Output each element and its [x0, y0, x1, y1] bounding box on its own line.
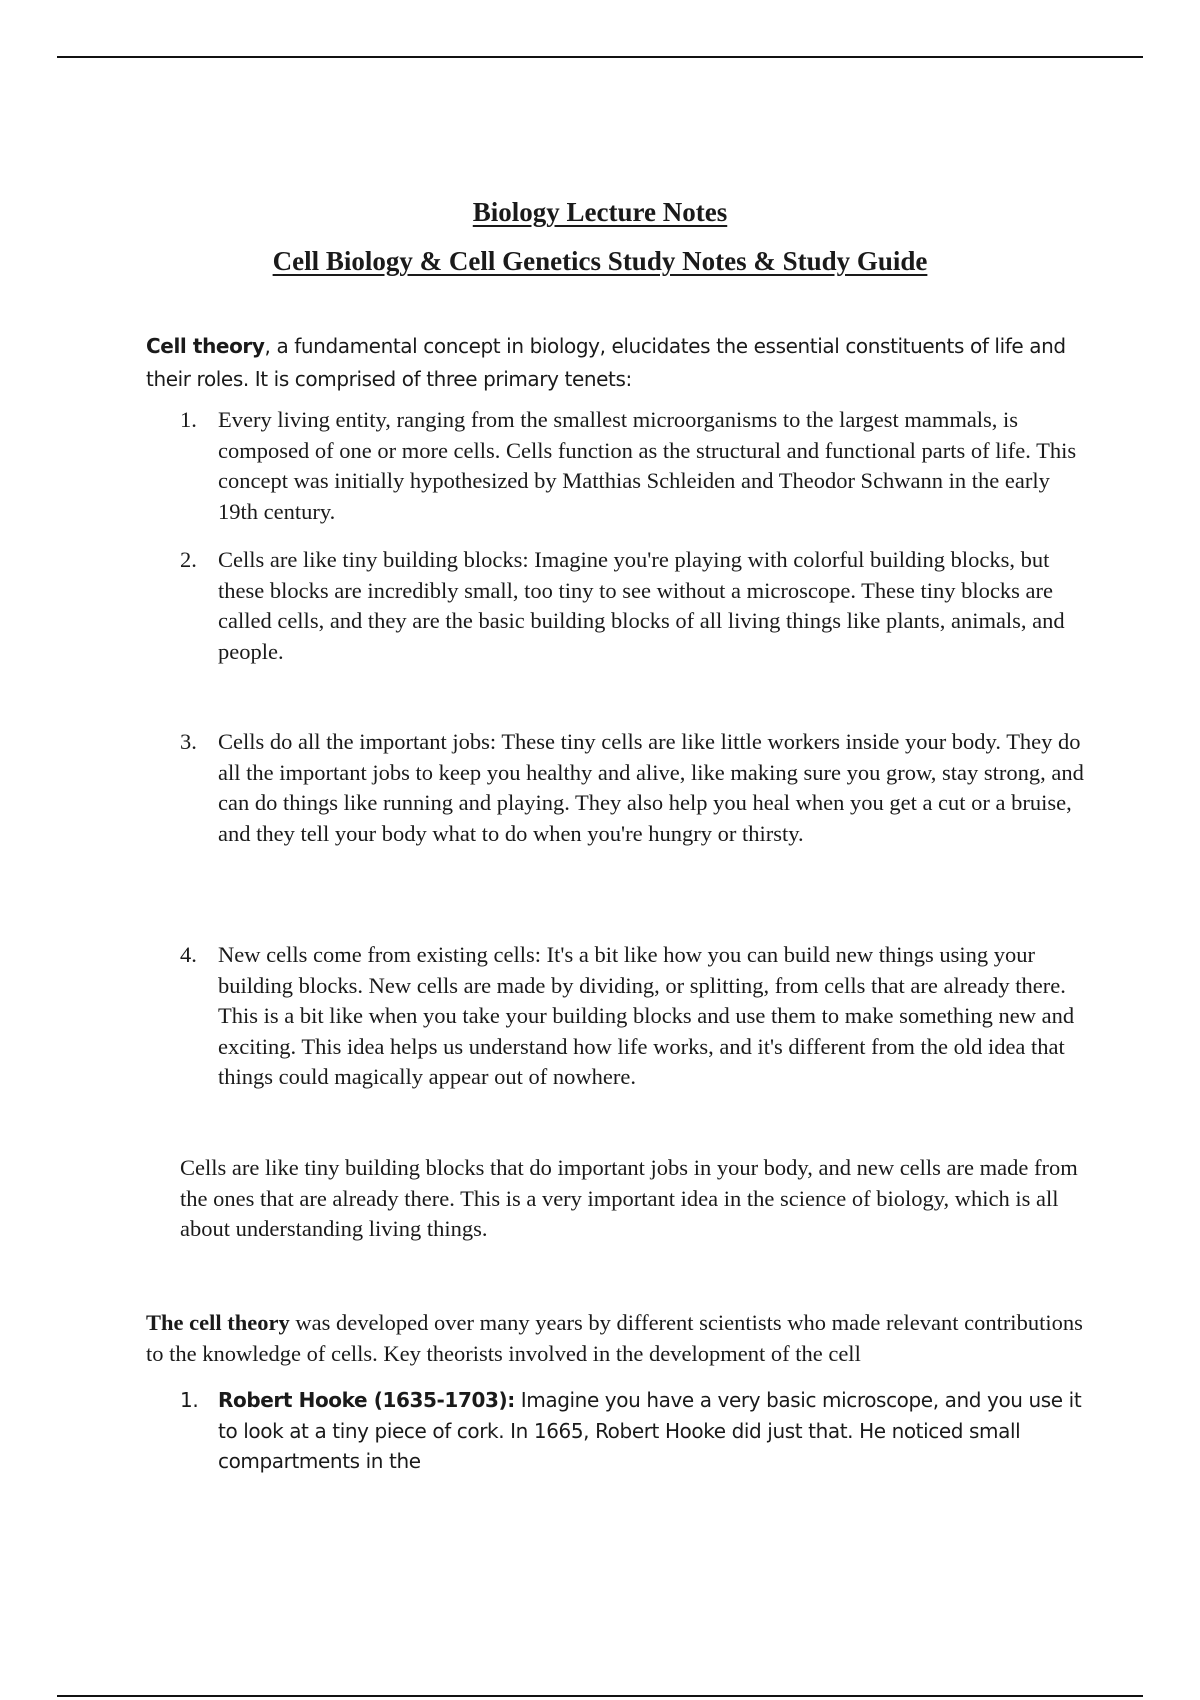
intro-text: , a fundamental concept in biology, elucidates the essential constituents of life and their roles. It is comprised of three primary tenets: [146, 334, 1066, 391]
intro-term: Cell theory [146, 334, 265, 358]
history-text: was developed over many years by different scientists who made relevant contributions to the knowledge of cells. Key theorists involved in the development of the cell [146, 1310, 1083, 1366]
tenet-text: Every living entity, ranging from the smallest microorganisms to the largest mammals, is composed of one or more cells. Cells function as the structural and functional parts of life. This concept was initially hypothesized by Matthias Schleiden and Theodor Schwann in the early 19th century. [218, 407, 1077, 524]
tenet-text: New cells come from existing cells: It's a bit like how you can build new things using your building blocks. New cells are made by dividing, or splitting, from cells that are already there. This is a bit like when you take your building blocks and use them to make something new and exciting. This idea helps us understand how life works, and it's different from the old idea that things could magically appear out of nowhere. [218, 942, 1075, 1089]
intro-paragraph [146, 330, 1086, 396]
history-term: The cell theory [146, 1310, 290, 1335]
history-paragraph [146, 1308, 1091, 1369]
tenet-text: Cells are like tiny building blocks: Imagine you're playing with colorful building blocks, but these blocks are incredibly small, too tiny to see without a microscope. These tiny blocks are called cells, and they are the basic building blocks of all living things like plants, animals, and people. [218, 547, 1065, 664]
summary-paragraph: Cells are like tiny building blocks that do important jobs in your body, and new cells are made from the ones that are already there. This is a very important idea in the science of biology, which is all about understanding living things. [180, 1155, 1078, 1241]
scientist-text: Imagine you have a very basic microscope, and you use it to look at a tiny piece of cork. In 1665, Robert Hooke did just that. He noticed small compartments in the [218, 1388, 1082, 1473]
tenet-text: Cells do all the important jobs: These tiny cells are like little workers inside your body. They do all the important jobs to keep you healthy and alive, like making sure you grow, stay strong, and can do things like running and playing. They also help you heal when you get a cut or a bruise, and they tell your body what to do when you're hungry or thirsty. [218, 729, 1084, 846]
bottom-rule [57, 1695, 1143, 1697]
scientist-item [180, 1385, 1085, 1477]
scientist-name: Robert Hooke (1635-1703): [218, 1388, 515, 1412]
tenet-item [180, 545, 1085, 667]
scientist-number: 1. [180, 1388, 199, 1412]
tenet-number: 1. [180, 407, 197, 432]
tenet-number: 3. [180, 729, 197, 754]
document-subtitle: Cell Biology & Cell Genetics Study Notes & Study Guide [272, 246, 928, 276]
document-header [0, 196, 1200, 277]
tenet-number: 2. [180, 547, 197, 572]
tenet-item [180, 727, 1085, 849]
scientist-entry [218, 1385, 1085, 1477]
document-title: Biology Lecture Notes [472, 197, 728, 227]
top-rule [57, 56, 1143, 58]
tenet-number: 4. [180, 942, 197, 967]
tenet-item [180, 940, 1085, 1093]
tenet-item [180, 405, 1085, 527]
